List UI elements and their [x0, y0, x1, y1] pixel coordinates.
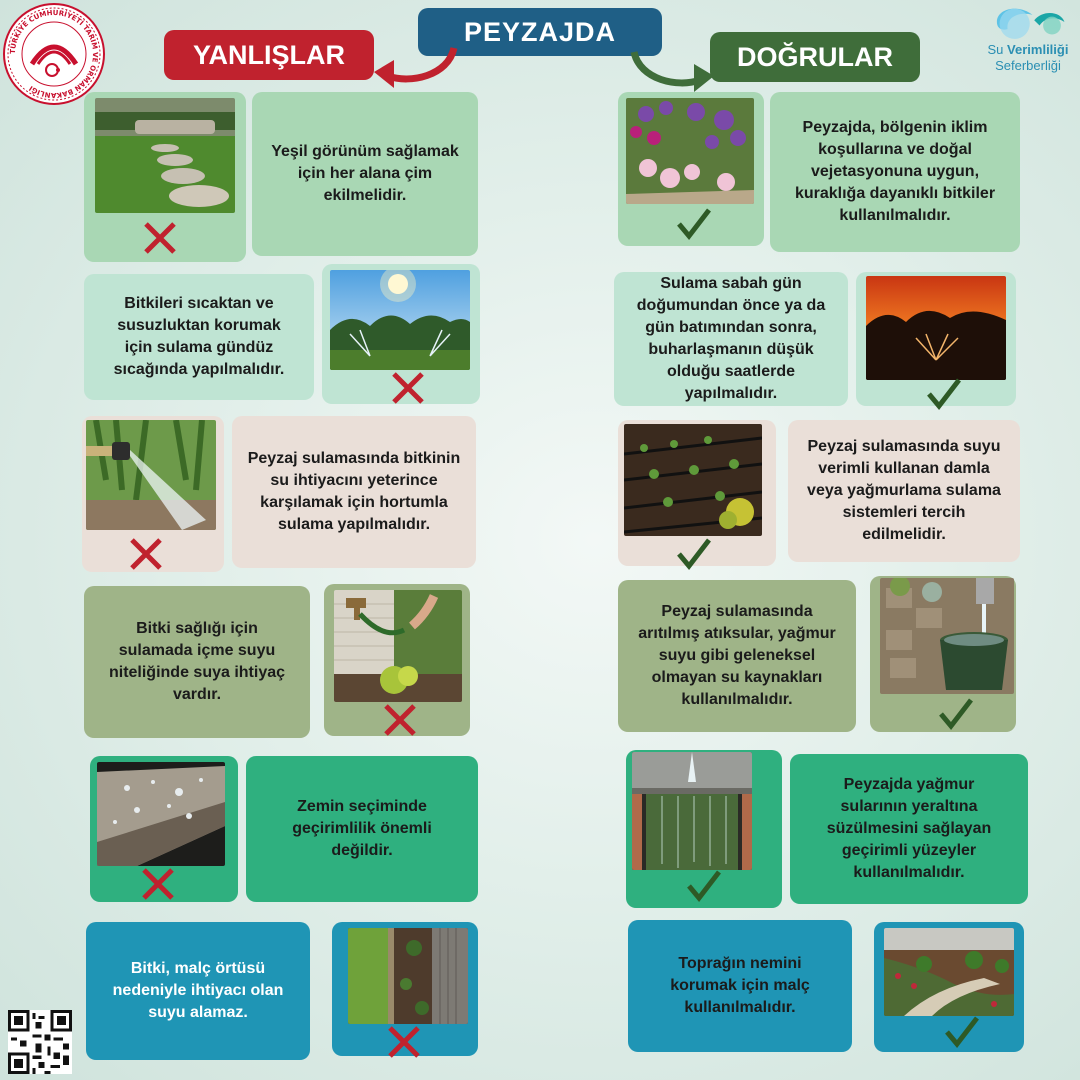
wrong-text-5: Zemin seçiminde geçirimlilik önemli değildir.: [246, 756, 478, 902]
cross-icon: [390, 370, 426, 406]
arrow-left-icon: [370, 40, 460, 96]
garden-bed-lawn-image: [348, 928, 468, 1024]
lawn-stepping-stones-image: [95, 98, 235, 213]
rain-barrel-image: [880, 578, 1014, 694]
right-text-5: Peyzajda yağmur sularının yeraltına süzülmesini sağlayan geçirimli yüzeyler kullanılmalıdır.: [790, 754, 1028, 904]
brand-logo: Su Verimliliği Seferberliği: [978, 2, 1078, 90]
hose-spray-image: [86, 420, 216, 530]
right-heading: DOĞRULAR: [710, 32, 920, 82]
right-text-3: Peyzaj sulamasında suyu verimli kullanan damla veya yağmurlama sulama sistemleri tercih edilmelidir.: [788, 420, 1020, 562]
svg-text:TÜRKİYE CUMHURİYETİ TARIM VE O: TÜRKİYE CUMHURİYETİ TARIM VE ORMAN BAKANLIĞI: [8, 8, 100, 100]
right-text-4: Peyzaj sulamasında arıtılmış atıksular, yağmur suyu gibi geleneksel olmayan su kaynakları kullanılmalıdır.: [618, 580, 856, 732]
page-title: PEYZAJDA: [418, 8, 662, 56]
wrong-heading: YANLIŞLAR: [164, 30, 374, 80]
wrong-text-1: Yeşil görünüm sağlamak için her alana çim ekilmelidir.: [252, 92, 478, 256]
cross-icon: [382, 702, 418, 738]
check-icon: [676, 536, 712, 572]
permeable-surface-image: [632, 752, 752, 870]
wrong-text-2: Bitkileri sıcaktan ve susuzluktan korumak için sulama gündüz sıcağında yapılmalıdır.: [84, 274, 314, 400]
check-icon: [938, 696, 974, 732]
mulched-garden-image: [884, 928, 1014, 1016]
cross-icon: [386, 1024, 422, 1060]
check-icon: [686, 868, 722, 904]
cross-icon: [140, 866, 176, 902]
wrong-text-6: Bitki, malç örtüsü nedeniyle ihtiyacı olan suyu alamaz.: [86, 922, 310, 1060]
sprinkler-midday-sun-image: [330, 270, 470, 370]
wrong-text-3: Peyzaj sulamasında bitkinin su ihtiyacını yeterince karşılamak için hortumla sulama yapılmalıdır.: [232, 416, 476, 568]
cross-icon: [128, 536, 164, 572]
drip-irrigation-image: [624, 424, 762, 536]
water-droplets-surface-image: [97, 762, 225, 866]
check-icon: [944, 1014, 980, 1050]
wrong-text-4: Bitki sağlığı için sulamada içme suyu niteliğinde suya ihtiyaç vardır.: [84, 586, 310, 738]
qr-code[interactable]: [8, 1010, 72, 1074]
right-text-1: Peyzajda, bölgenin iklim koşullarına ve doğal vejetasyonuna uygun, kuraklığa dayanıklı bitkiler kullanılmalıdır.: [770, 92, 1020, 252]
cross-icon: [142, 220, 178, 256]
right-text-2: Sulama sabah gün doğumundan önce ya da gün batımından sonra, buharlaşmanın düşük olduğu saatlerde yapılmalıdır.: [614, 272, 848, 406]
ministry-seal-logo: [2, 2, 106, 106]
sprinkler-sunset-image: [866, 276, 1006, 380]
water-drop-icon: [988, 2, 1068, 42]
right-text-6: Toprağın nemini korumak için malç kullanılmalıdır.: [628, 920, 852, 1052]
check-icon: [926, 376, 962, 412]
drought-tolerant-flowers-image: [626, 98, 754, 204]
tap-hose-watering-image: [334, 590, 462, 702]
check-icon: [676, 206, 712, 242]
